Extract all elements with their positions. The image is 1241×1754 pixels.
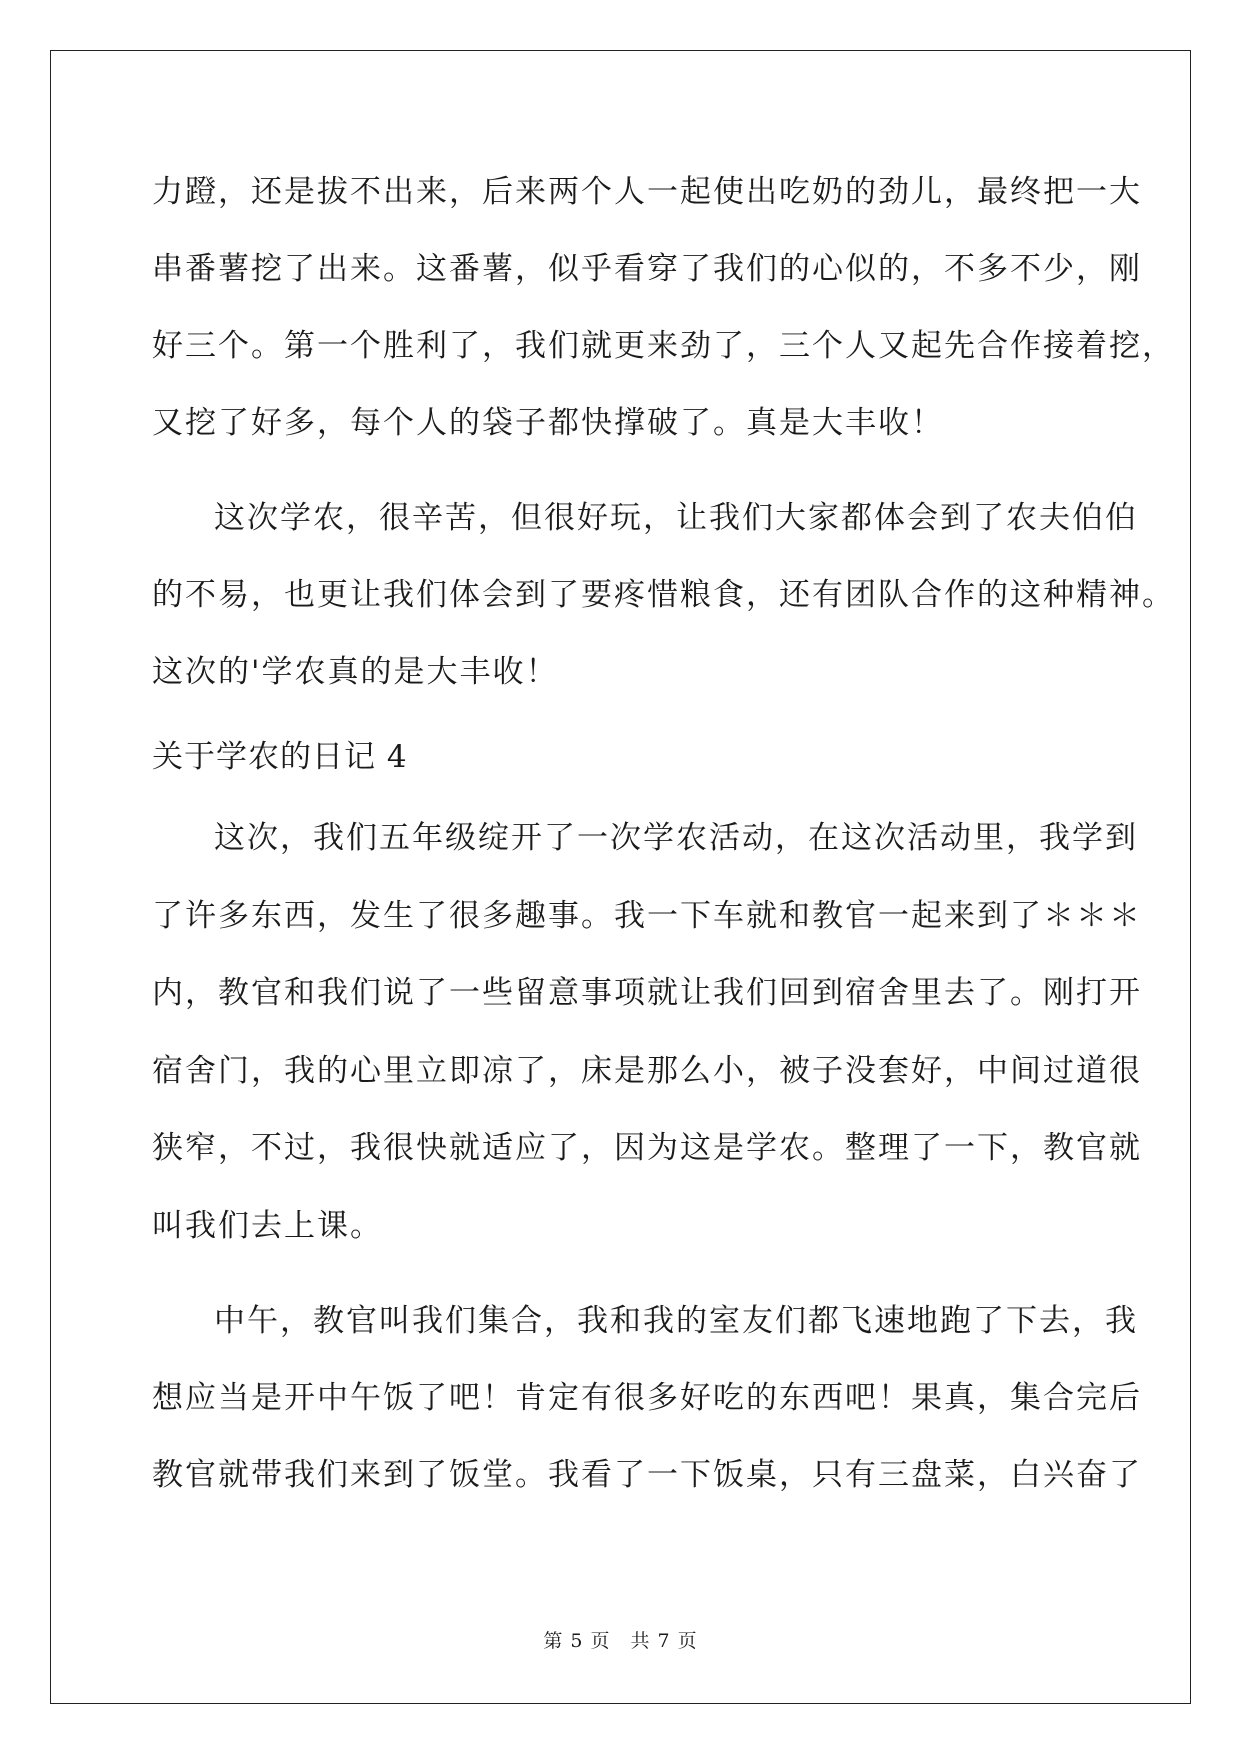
paragraph-start-line: 这次学农，很辛苦，但很好玩，让我们大家都体会到了农夫伯伯	[214, 500, 1138, 536]
text-line: 狭窄，不过，我很快就适应了，因为这是学农。整理了一下，教官就	[152, 1130, 1142, 1166]
text-line: 这次的'学农真的是大丰收！	[152, 654, 559, 690]
text-line: 了许多东西，发生了很多趣事。我一下车就和教官一起来到了＊＊＊	[152, 898, 1142, 934]
text-line: 串番薯挖了出来。这番薯，似乎看穿了我们的心似的，不多不少，刚	[152, 251, 1142, 287]
text-line: 教官就带我们来到了饭堂。我看了一下饭桌，只有三盘菜，白兴奋了	[152, 1457, 1142, 1493]
text-line: 宿舍门，我的心里立即凉了，床是那么小，被子没套好，中间过道很	[152, 1053, 1142, 1089]
text-line: 叫我们去上课。	[152, 1208, 383, 1244]
text-line: 力蹬，还是拔不出来，后来两个人一起使出吃奶的劲儿，最终把一大	[152, 174, 1142, 210]
paragraph-start-line: 中午，教官叫我们集合，我和我的室友们都飞速地跑了下去，我	[214, 1303, 1138, 1339]
paragraph-start-line: 这次，我们五年级绽开了一次学农活动，在这次活动里，我学到	[214, 820, 1138, 856]
text-line: 的不易，也更让我们体会到了要疼惜粮食，还有团队合作的这种精神。	[152, 577, 1175, 613]
section-heading: 关于学农的日记 4	[152, 739, 408, 775]
page-footer: 第 5 页 共 7 页	[543, 1630, 698, 1652]
text-line: 想应当是开中午饭了吧！肯定有很多好吃的东西吧！果真，集合完后	[152, 1380, 1142, 1416]
text-line: 内，教官和我们说了一些留意事项就让我们回到宿舍里去了。刚打开	[152, 975, 1142, 1011]
text-line: 又挖了好多，每个人的袋子都快撑破了。真是大丰收！	[152, 405, 944, 441]
text-line: 好三个。第一个胜利了，我们就更来劲了，三个人又起先合作接着挖，	[152, 328, 1175, 364]
